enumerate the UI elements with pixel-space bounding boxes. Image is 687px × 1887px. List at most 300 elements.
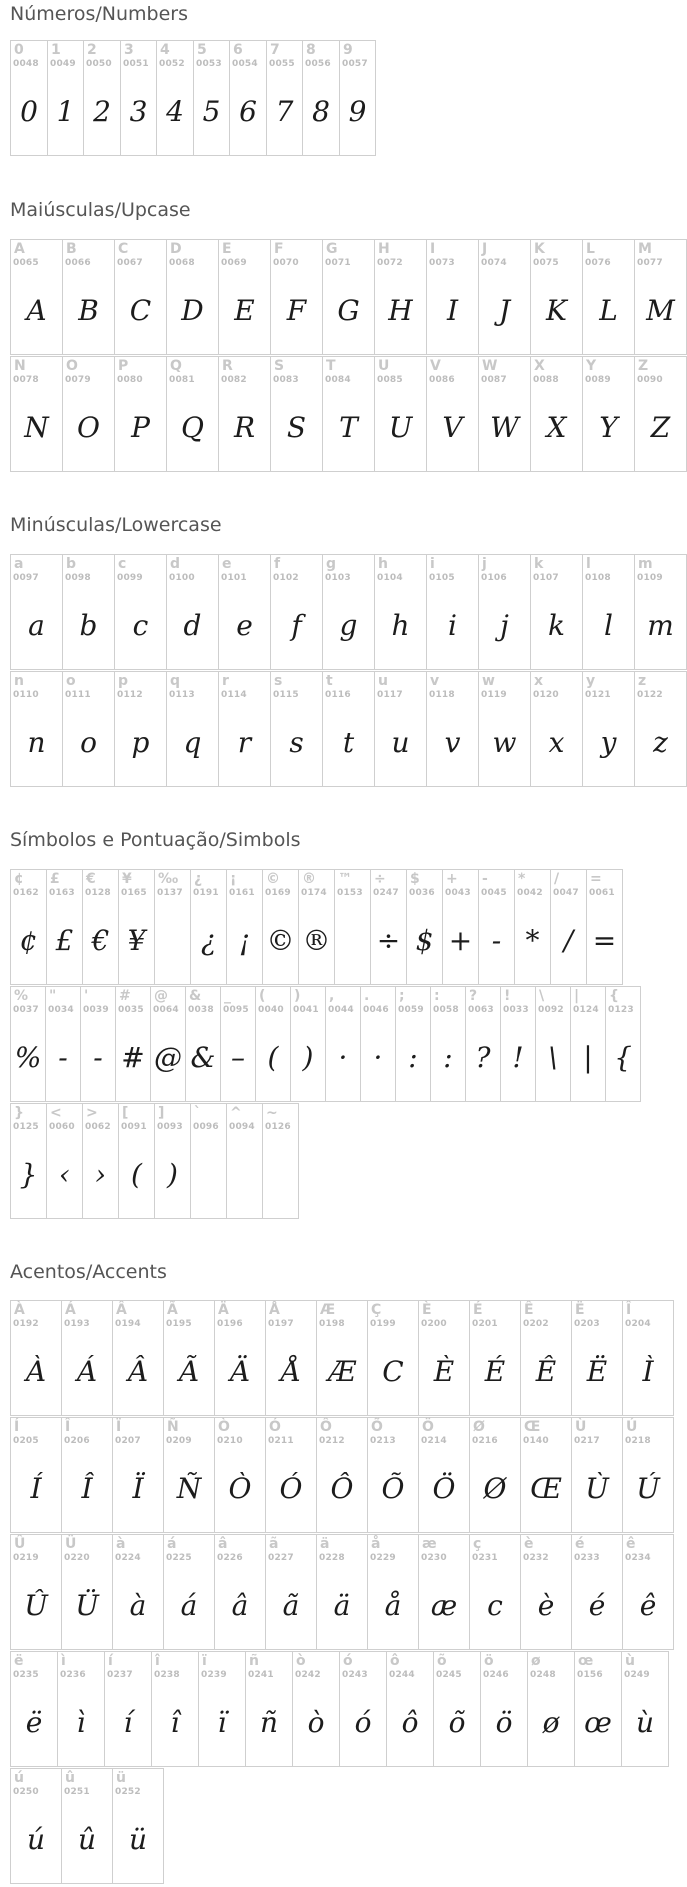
glyph-code-label: 0230 [421,1553,447,1563]
glyph-code-label: 0118 [429,690,455,700]
glyph-cell [114,356,167,472]
glyph-preview: 8 [312,95,330,128]
glyph-character-label: | [574,988,580,1004]
glyph-preview: \ [548,1041,558,1074]
glyph-character-label: # [119,988,131,1004]
glyph-code-label: 0110 [13,690,39,700]
glyph-character-label: Õ [371,1419,383,1435]
glyph-character-label: s [274,673,283,689]
glyph-preview: l [604,609,613,642]
glyph-character-label: 9 [343,42,353,58]
glyph-cell [46,869,83,985]
glyph-cell [214,1534,266,1650]
glyph-character-label: õ [437,1653,447,1669]
glyph-preview: k [548,609,565,642]
glyph-preview: ô [401,1706,419,1739]
glyph-cell [190,1103,227,1219]
glyph-preview: D [181,294,204,327]
glyph-code-label: 0123 [608,1005,634,1015]
glyph-code-label: 0162 [13,888,39,898]
glyph-cell [367,1534,419,1650]
glyph-cell [530,239,583,355]
glyph-cell [426,671,479,787]
glyph-character-label: M [638,241,652,257]
glyph-character-label: æ [422,1536,437,1552]
glyph-character-label: D [170,241,182,257]
glyph-code-label: 0060 [49,1122,75,1132]
glyph-character-label: ` [194,1105,201,1121]
glyph-character-label: Ñ [167,1419,179,1435]
glyph-cell [367,1300,419,1416]
glyph-preview: A [26,294,47,327]
glyph-code-label: 0033 [503,1005,529,1015]
glyph-character-label: Ó [269,1419,281,1435]
glyph-preview: ñ [259,1706,279,1739]
glyph-character-label: % [14,988,29,1004]
glyph-cell [386,1651,434,1767]
glyph-code-label: 0212 [319,1436,345,1446]
glyph-code-label: 0086 [429,375,455,385]
glyph-character-label: n [14,673,24,689]
glyph-character-label: : [434,988,440,1004]
glyph-row [10,356,687,472]
glyph-character-label: É [473,1302,483,1318]
glyph-cell [10,554,63,670]
glyph-character-label: B [66,241,77,257]
glyph-character-label: A [14,241,25,257]
glyph-preview [155,916,190,966]
glyph-cell [154,1103,191,1219]
glyph-preview: Ë [586,1355,608,1388]
glyph-cell [62,554,115,670]
glyph-preview: I [446,294,459,327]
glyph-character-label: P [118,358,129,374]
glyph-code-label: 0193 [64,1319,90,1329]
glyph-character-label: { [609,988,619,1004]
glyph-cell [218,356,271,472]
glyph-row [10,239,687,355]
glyph-cell [61,1300,113,1416]
glyph-cell [571,1417,623,1533]
glyph-character-label: m [638,556,653,572]
glyph-cell [374,239,427,355]
glyph-character-label: ã [269,1536,279,1552]
glyph-character-label: ú [14,1770,24,1786]
glyph-character-label: ó [343,1653,353,1669]
glyph-cell [570,986,606,1102]
glyph-code-label: 0087 [481,375,507,385]
glyph-code-label: 0243 [342,1670,368,1680]
glyph-preview: è [537,1589,555,1622]
glyph-preview: Ù [585,1472,609,1505]
glyph-cell [120,40,157,156]
glyph-preview: 5 [202,95,221,128]
glyph-code-label: 0097 [13,573,39,583]
glyph-cell [571,1300,623,1416]
glyph-code-label: 0126 [265,1122,291,1132]
glyph-character-label: = [590,871,602,887]
glyph-character-label: y [586,673,596,689]
glyph-character-label: Û [14,1536,26,1552]
glyph-code-label: 0104 [377,573,403,583]
glyph-preview: P [131,411,150,444]
glyph-code-label: 0192 [13,1319,39,1329]
glyph-character-label: à [116,1536,126,1552]
glyph-preview: w [492,726,517,759]
glyph-cell [104,1651,152,1767]
glyph-cell [47,40,84,156]
glyph-row [10,1534,674,1650]
glyph-cell [83,40,121,156]
glyph-code-label: 0098 [65,573,91,583]
glyph-preview: ù [635,1706,655,1739]
glyph-preview: Å [280,1355,302,1388]
glyph-code-label: 0244 [389,1670,415,1680]
glyph-preview: T [339,411,358,444]
glyph-code-label: 0194 [115,1319,141,1329]
glyph-code-label: 0046 [363,1005,389,1015]
glyph-preview: m [647,609,674,642]
glyph-code-label: 0092 [538,1005,564,1015]
glyph-code-label: 0211 [268,1436,294,1446]
glyph-preview: b [79,609,98,642]
glyph-cell [290,986,326,1102]
glyph-preview: r [237,726,252,759]
glyph-cell [370,869,407,985]
glyph-character-label: ¡ [230,871,237,887]
glyph-code-label: 0238 [154,1670,180,1680]
glyph-code-label: 0246 [483,1670,509,1680]
glyph-code-label: 0204 [625,1319,651,1329]
glyph-cell [166,356,219,472]
glyph-cell [374,671,427,787]
glyph-character-label: 2 [87,42,97,58]
glyph-cell [442,869,479,985]
glyph-cell [10,671,63,787]
glyph-row [10,1651,669,1767]
glyph-preview: Ú [636,1472,660,1505]
glyph-preview: Ê [535,1355,557,1388]
glyph-cell [582,239,635,355]
glyph-preview: 6 [239,95,257,128]
glyph-code-label: 0035 [118,1005,144,1015]
glyph-preview: Ä [229,1355,251,1388]
glyph-cell [166,671,219,787]
glyph-cell [574,1651,622,1767]
glyph-code-label: 0121 [585,690,611,700]
glyph-character-label: * [518,871,526,887]
glyph-cell [57,1651,105,1767]
glyph-cell [198,1651,246,1767]
glyph-cell [316,1417,368,1533]
glyph-cell [520,1300,572,1416]
glyph-cell [622,1534,674,1650]
glyph-cell [270,356,323,472]
glyph-code-label: 0103 [325,573,351,583]
glyph-preview: ü [128,1823,148,1856]
glyph-row [10,40,376,156]
glyph-cell [82,1103,119,1219]
glyph-code-label: 0140 [523,1436,549,1446]
glyph-code-label: 0161 [229,888,255,898]
glyph-cell [430,986,466,1102]
glyph-code-label: 0071 [325,258,351,268]
glyph-code-label: 0218 [625,1436,651,1446]
glyph-preview: ú [26,1823,46,1856]
glyph-cell [325,986,361,1102]
glyph-cell [10,986,46,1102]
glyph-row [10,1768,164,1884]
glyph-code-label: 0226 [217,1553,243,1563]
glyph-code-label: 0205 [13,1436,39,1446]
glyph-code-label: 0156 [577,1670,603,1680]
glyph-character-label: ü [116,1770,126,1786]
glyph-cell [229,40,267,156]
glyph-cell [82,869,119,985]
glyph-code-label: 0090 [637,375,663,385]
glyph-character-label: j [482,556,487,572]
glyph-code-label: 0210 [217,1436,243,1446]
glyph-preview: Õ [381,1472,405,1505]
glyph-row [10,554,687,670]
glyph-cell [262,1103,299,1219]
glyph-character-label: K [534,241,545,257]
glyph-preview: 3 [129,95,148,128]
glyph-code-label: 0239 [201,1670,227,1680]
glyph-code-label: 0242 [295,1670,321,1680]
glyph-preview: á [180,1589,198,1622]
glyph-preview: Ò [228,1472,252,1505]
glyph-code-label: 0125 [13,1122,39,1132]
glyph-code-label: 0111 [65,690,91,700]
glyph-code-label: 0073 [429,258,455,268]
glyph-code-label: 0042 [517,888,543,898]
glyph-character-label: - [482,871,488,887]
glyph-preview: Û [24,1589,48,1622]
glyph-code-label: 0067 [117,258,143,268]
glyph-row [10,1103,299,1219]
glyph-code-label: 0102 [273,573,299,583]
glyph-cell [112,1300,164,1416]
glyph-character-label: N [14,358,26,374]
glyph-code-label: 0056 [305,59,331,69]
glyph-preview: N [24,411,49,444]
glyph-character-label: ~ [266,1105,278,1121]
glyph-cell [535,986,571,1102]
glyph-code-label: 0107 [533,573,559,583]
glyph-character-label: â [218,1536,228,1552]
glyph-code-label: 0079 [65,375,91,385]
glyph-preview: Æ [327,1355,357,1388]
glyph-code-label: 0225 [166,1553,192,1563]
glyph-preview: ì [76,1706,86,1739]
glyph-cell [480,1651,528,1767]
glyph-preview: Q [181,411,204,444]
glyph-code-label: 0066 [65,258,91,268]
glyph-character-label: © [266,871,280,887]
glyph-character-label: T [326,358,336,374]
glyph-code-label: 0198 [319,1319,345,1329]
glyph-preview: L [599,294,618,327]
glyph-code-label: 0070 [273,258,299,268]
glyph-character-label: ì [61,1653,66,1669]
glyph-code-label: 0053 [196,59,222,69]
glyph-character-label: S [274,358,285,374]
glyph-preview: œ [584,1706,612,1739]
glyph-character-label: Ê [524,1302,534,1318]
glyph-code-label: 0202 [523,1319,549,1329]
glyph-character-label: Ä [218,1302,229,1318]
section-title: Maiúsculas/Upcase [10,199,191,221]
glyph-preview: S [286,411,307,444]
glyph-code-label: 0106 [481,573,507,583]
glyph-preview: F [286,294,307,327]
glyph-code-label: 0075 [533,258,559,268]
glyph-cell [478,239,531,355]
glyph-cell [322,239,375,355]
glyph-row [10,1300,674,1416]
glyph-preview: X [546,411,567,444]
glyph-preview: % [14,1041,42,1074]
glyph-cell [10,1534,62,1650]
glyph-preview: ï [217,1706,227,1739]
glyph-character-label: Ú [626,1419,638,1435]
glyph-cell [586,869,623,985]
glyph-character-label: h [378,556,388,572]
glyph-row [10,1417,674,1533]
glyph-preview: - [491,924,502,957]
glyph-cell [10,356,63,472]
glyph-code-label: 0163 [49,888,75,898]
glyph-code-label: 0076 [585,258,611,268]
glyph-character-label: 6 [233,42,243,58]
glyph-character-label: J [482,241,488,257]
glyph-code-label: 0227 [268,1553,294,1563]
glyph-code-label: 0038 [188,1005,214,1015]
glyph-code-label: 0165 [121,888,147,898]
glyph-cell [316,1300,368,1416]
glyph-character-label: / [554,871,560,887]
glyph-code-label: 0200 [421,1319,447,1329]
glyph-character-label: _ [224,988,231,1004]
glyph-preview: · [373,1041,383,1074]
glyph-code-label: 0206 [64,1436,90,1446]
glyph-code-label: 0235 [13,1670,39,1680]
glyph-preview: f [291,609,302,642]
glyph-cell [426,239,479,355]
glyph-preview: ( [267,1041,279,1074]
glyph-code-label: 0078 [13,375,39,385]
glyph-cell [220,986,256,1102]
glyph-code-label: 0115 [273,690,299,700]
glyph-character-label: z [638,673,647,689]
glyph-code-label: 0207 [115,1436,141,1446]
glyph-preview: 2 [93,95,111,128]
glyph-cell [418,1534,470,1650]
glyph-preview: - [93,1041,103,1074]
glyph-cell [270,671,323,787]
glyph-cell [433,1651,481,1767]
glyph-code-label: 0169 [265,888,291,898]
glyph-code-label: 0249 [624,1670,650,1680]
glyph-character-label: î [155,1653,160,1669]
glyph-row [10,671,687,787]
glyph-preview: c [132,609,149,642]
glyph-cell [634,239,687,355]
glyph-character-label: Ë [575,1302,585,1318]
glyph-code-label: 0234 [625,1553,651,1563]
glyph-cell [245,1651,293,1767]
glyph-preview [191,1150,226,1200]
glyph-preview: / [563,924,574,957]
glyph-preview: a [28,609,45,642]
glyph-preview: é [588,1589,606,1622]
glyph-code-label: 0252 [115,1787,141,1797]
glyph-code-label: 0100 [169,573,195,583]
glyph-preview: ò [307,1706,325,1739]
glyph-character-label: b [66,556,77,572]
glyph-cell [622,1300,674,1416]
glyph-code-label: 0048 [13,59,39,69]
glyph-character-label: i [430,556,435,572]
glyph-preview: € [91,924,110,957]
glyph-cell [426,554,479,670]
glyph-cell [571,1534,623,1650]
glyph-preview: R [233,411,256,444]
glyph-cell [156,40,194,156]
glyph-cell [520,1417,572,1533]
glyph-cell [10,40,48,156]
glyph-cell [322,356,375,472]
glyph-character-label: Î [626,1302,632,1318]
glyph-code-label: 0232 [523,1553,549,1563]
glyph-character-label: F [274,241,284,257]
glyph-cell [193,40,230,156]
glyph-preview: ä [333,1589,351,1622]
glyph-preview: U [388,411,413,444]
glyph-code-label: 0213 [370,1436,396,1446]
glyph-code-label: 0093 [157,1122,183,1132]
glyph-cell [374,554,427,670]
glyph-preview: - [58,1041,68,1074]
glyph-preview: Ã [178,1355,200,1388]
glyph-character-label: Å [269,1302,280,1318]
glyph-preview: y [600,726,617,759]
section-title: Símbolos e Pontuação/Simbols [10,829,301,851]
glyph-cell [469,1417,521,1533]
glyph-code-label: 0224 [115,1553,141,1563]
glyph-character-label: [ [122,1105,129,1121]
glyph-preview: Ø [483,1472,507,1505]
glyph-character-label: 7 [270,42,280,58]
glyph-cell [10,1103,47,1219]
glyph-character-label: Ô [320,1419,332,1435]
glyph-preview [335,916,370,966]
glyph-character-label: } [14,1105,24,1121]
glyph-code-label: 0250 [13,1787,39,1797]
glyph-cell [163,1300,215,1416]
glyph-cell [582,554,635,670]
glyph-cell [10,1300,62,1416]
glyph-cell [218,239,271,355]
glyph-preview: Ü [75,1589,99,1622]
glyph-code-label: 0109 [637,573,663,583]
glyph-preview: M [646,294,675,327]
glyph-cell [367,1417,419,1533]
glyph-character-label: I [430,241,436,257]
glyph-preview: û [77,1823,97,1856]
glyph-character-label: ™ [338,871,352,887]
